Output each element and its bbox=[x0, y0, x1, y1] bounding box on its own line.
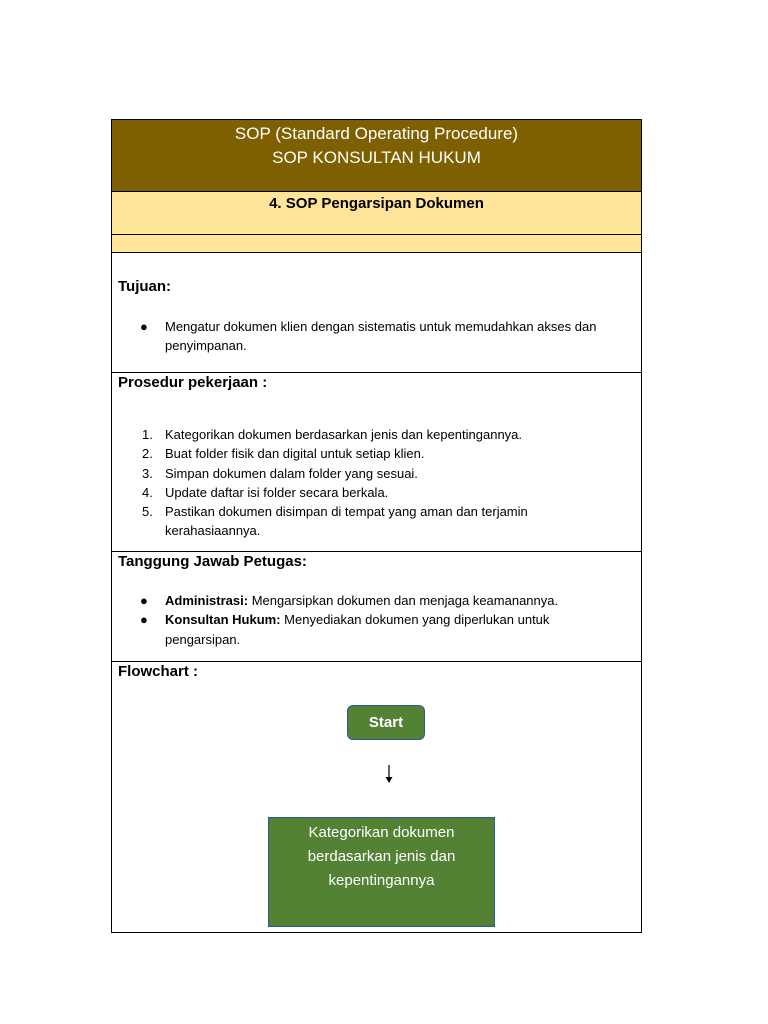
section-tanggung-jawab bbox=[112, 552, 641, 662]
role-description: Menyediakan dokumen yang diperlukan untuk pengarsipan. bbox=[165, 612, 550, 647]
prosedur-title: Prosedur pekerjaan : bbox=[118, 374, 268, 391]
tujuan-title: Tujuan: bbox=[118, 278, 172, 295]
bullet-icon: ● bbox=[140, 319, 148, 334]
subheader-title: 4. SOP Pengarsipan Dokumen bbox=[269, 195, 484, 212]
subheader-spacer bbox=[112, 235, 641, 253]
flowchart-step-categorize: Kategorikan dokumen berdasarkan jenis dan kepentingannya bbox=[268, 817, 495, 927]
prosedur-item-text: Buat folder fisik dan digital untuk setiap klien. bbox=[165, 446, 425, 462]
section-prosedur bbox=[112, 373, 641, 552]
flowchart-start-node: Start bbox=[347, 705, 425, 740]
item-number: 5. bbox=[142, 504, 153, 520]
header-line-1: SOP (Standard Operating Procedure) bbox=[234, 124, 519, 143]
role-description: Mengarsipkan dokumen dan menjaga keamanannya. bbox=[248, 593, 559, 608]
list-item bbox=[112, 483, 641, 502]
list-item bbox=[112, 610, 641, 649]
sop-header bbox=[112, 120, 641, 192]
item-number: 4. bbox=[142, 484, 153, 500]
tujuan-list bbox=[112, 317, 641, 356]
section-tujuan bbox=[112, 253, 641, 373]
list-item bbox=[112, 317, 641, 356]
section-flowchart bbox=[112, 662, 641, 932]
tujuan-item-text: Mengatur dokumen klien dengan sistematis untuk memudahkan akses dan penyimpanan. bbox=[165, 319, 597, 354]
item-number: 3. bbox=[142, 465, 153, 481]
sop-subheader bbox=[112, 192, 641, 235]
arrow-down-icon bbox=[382, 764, 396, 784]
prosedur-item-text: Kategorikan dokumen berdasarkan jenis dan kepentingannya. bbox=[165, 427, 523, 442]
role-label: Konsultan Hukum: bbox=[165, 612, 281, 628]
header-line-2: SOP KONSULTAN HUKUM bbox=[272, 148, 481, 167]
prosedur-item-text: Update daftar isi folder secara berkala. bbox=[165, 484, 389, 500]
sop-document bbox=[111, 119, 642, 933]
item-number: 1. bbox=[142, 427, 153, 442]
item-number: 2. bbox=[142, 446, 153, 462]
list-item bbox=[112, 502, 641, 541]
bullet-icon: ● bbox=[140, 593, 148, 608]
flowchart-title: Flowchart : bbox=[118, 663, 199, 680]
bullet-icon: ● bbox=[140, 612, 148, 628]
list-item bbox=[112, 591, 641, 610]
list-item bbox=[112, 425, 641, 444]
tanggung-jawab-title: Tanggung Jawab Petugas: bbox=[118, 553, 307, 570]
prosedur-list bbox=[112, 425, 641, 541]
list-item bbox=[112, 464, 641, 483]
role-label: Administrasi: bbox=[165, 593, 249, 608]
tanggung-jawab-list bbox=[112, 591, 641, 649]
prosedur-item-text: Simpan dokumen dalam folder yang sesuai. bbox=[165, 465, 418, 481]
list-item bbox=[112, 444, 641, 463]
prosedur-item-text: Pastikan dokumen disimpan di tempat yang aman dan terjamin kerahasiaannya. bbox=[165, 504, 528, 539]
